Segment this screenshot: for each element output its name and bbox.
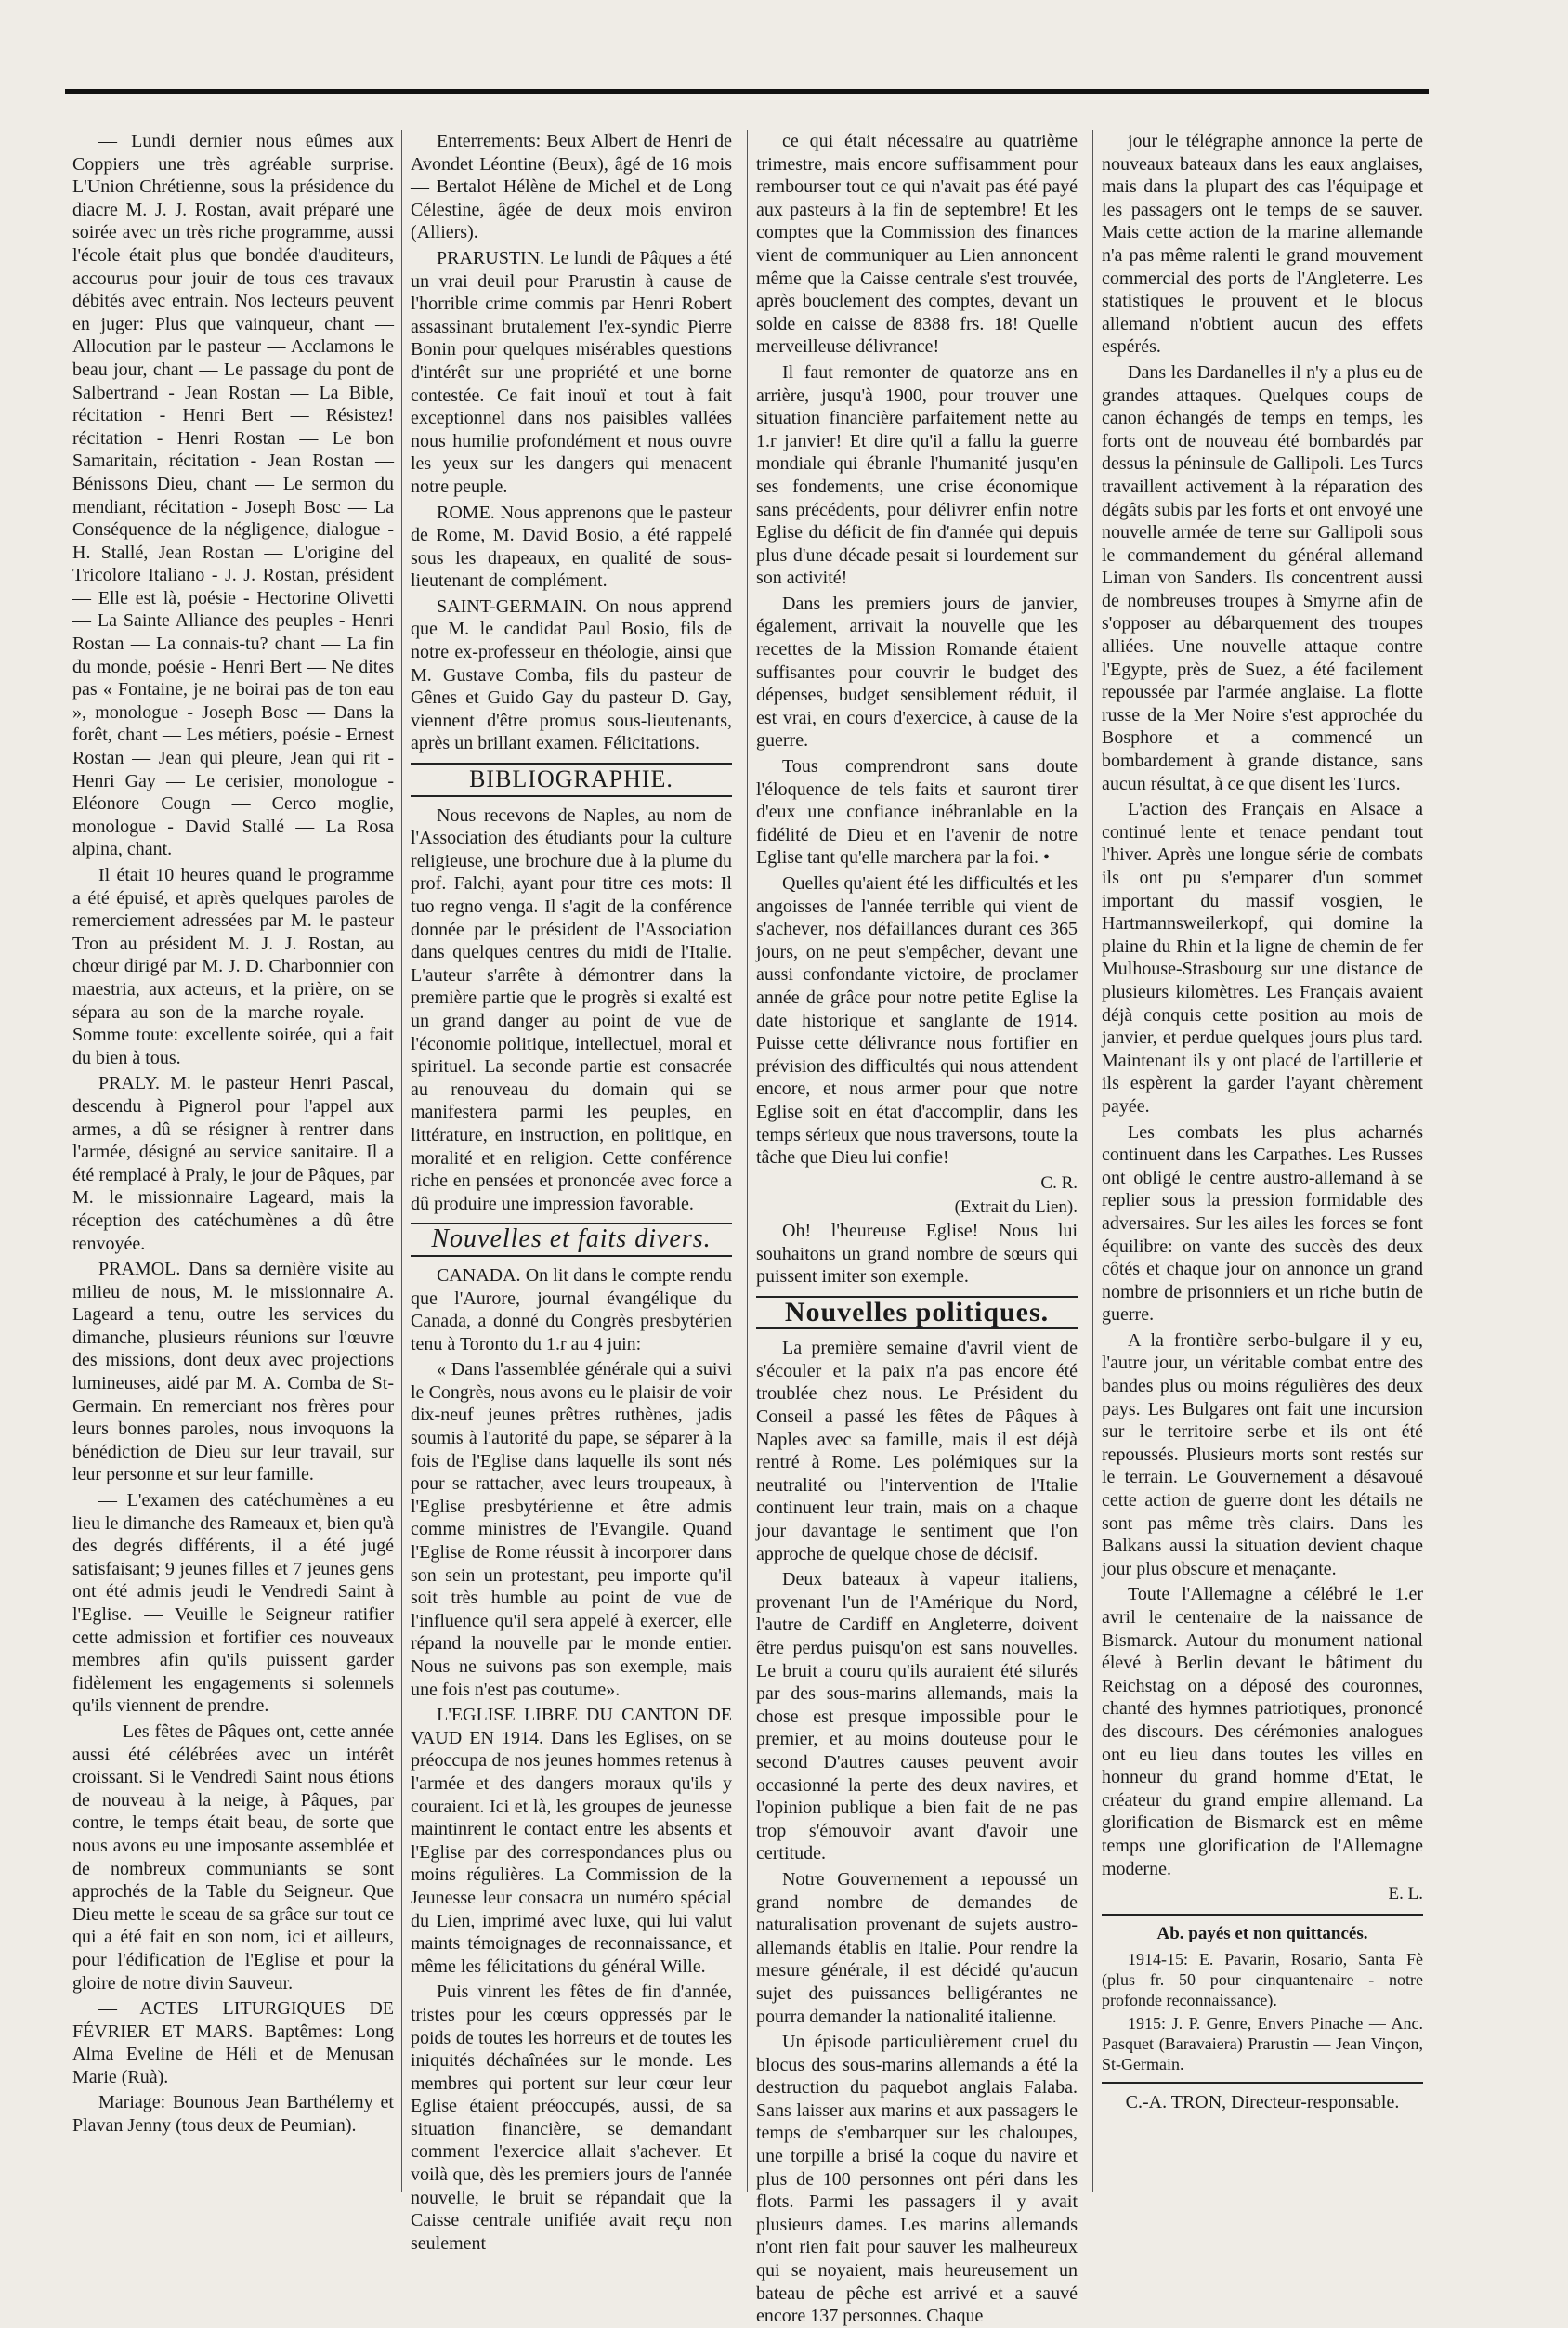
- source-note: (Extrait du Lien).: [954, 1197, 1078, 1218]
- subscriptions-heading: Ab. payés et non quittancés.: [1156, 1923, 1368, 1943]
- article-paragraph: Quelles qu'aient été les difficultés et les angoisses de l'année terrible qui vient de s'achever, nos défaillances durant ces 365 jours, on ne peut s'empêcher, devant une aussi confondante victoire, de proclamer année de grâce pour notre petite Eglise la date historique et sanglante de 1914. Puisse cette délivrance nous fortifier en prévision des difficultés qui nous attendent encore, et nous armer pour que notre Eglise soit en état d'accomplir, dans les temps sérieux que nous traversons, toute la tâche que Dieu lui confie!: [756, 873, 1078, 1169]
- article-paragraph: Tous comprendront sans doute l'éloquence de tels faits et sauront tirer d'eux une confiance inébranlable en la fidélité de Dieu et en l'avenir de notre Eglise tant qu'elle marchera par la foi. •: [756, 756, 1078, 869]
- signature: E. L.: [1388, 1884, 1423, 1904]
- article-paragraph: ROME. Nous apprenons que le pasteur de Rome, M. David Bosio, a été rappelé sous les drapeaux, en qualité de sous-lieutenant de complément.: [411, 502, 732, 592]
- section-heading-politiques: Nouvelles politiques.: [756, 1296, 1078, 1330]
- article-paragraph: CANADA. On lit dans le compte rendu que l'Aurore, journal évangélique du Canada, a donné du Congrès presbytérien tenu à Toronto du 1.r au 4 juin:: [411, 1264, 732, 1354]
- column-2: [411, 130, 732, 2254]
- article-paragraph: Mariage: Bounous Jean Barthélemy et Plavan Jenny (tous deux de Peumian).: [72, 2092, 394, 2137]
- article-paragraph: Il était 10 heures quand le programme a été épuisé, et après quelques paroles de remerciement adressées par M. le pasteur Tron au président M. J. J. Rostan, au chœur dirigé par M. J. D. Charbonnier con maestria, aux acteurs, et la prière, on se sépara au son de la marche royale. — Somme toute: excellente soirée, qui a fait du bien à tous.: [72, 865, 394, 1068]
- column-4: [1102, 130, 1423, 2211]
- subscriptions-list: [1102, 1949, 1423, 2074]
- article-paragraph: ce qui était nécessaire au quatrième trimestre, mais encore suffisamment pour rembourser tout ce qui n'avait pas été payé aux pasteurs à la fin de septembre! Et les comptes que la Commission des finances vient de communiquer au Lien annoncent même que la Caisse centrale s'est trouvée, après bouclement des comptes, devant un solde en caisse de 8388 frs. 18! Quelle merveilleuse délivrance!: [756, 131, 1078, 358]
- article-paragraph: Nous recevons de Naples, au nom de l'Association des étudiants pour la culture religieuse, une brochure due à la plume du prof. Falchi, ayant pour titre ces mots: Il tuo regno venga. Il s'agit de la conférence donnée par le président de l'Association dans quelques centres du midi de l'Italie. L'auteur s'arrête à démontrer dans la première partie que le progrès si exalté est un grand danger au point de vue de l'économie politique, intellectuel, moral et spirituel. La seconde partie est consacrée au renouveau du domain qui se manifestera parmi les peuples, en littérature, en instruction, en politique, en moralité et en religion. Cette conférence riche en pensées et prononcée avec force a dû produire une impression favorable.: [411, 804, 732, 1214]
- article-paragraph: — L'examen des catéchumènes a eu lieu le dimanche des Rameaux et, bien qu'à des degrés différents, il a été jugé satisfaisant; 9 jeunes filles et 7 jeunes gens ont été admis jeudi le Vendredi Saint à l'Eglise. — Veuille le Seigneur ratifier cette admission et fortifier ces nouveaux membres afin qu'ils puissent garder fidèlement les engagements si solennels qu'ils viennent de prendre.: [72, 1490, 394, 1717]
- article-paragraph: A la frontière serbo-bulgare il y eu, l'autre jour, un véritable combat entre des bandes plus ou moins régulières des deux pays. Les Bulgares ont fait une incursion sur le territoire serbe et ils ont été repoussés. Plusieurs morts sont restés sur le terrain. Le Gouvernement a désavoué cette action de guerre dont les détails ne sont pas même très clairs. Dans les Balkans aussi la situation devient chaque jour plus obscure et menaçante.: [1102, 1329, 1423, 1579]
- section-heading-bibliographie: BIBLIOGRAPHIE.: [411, 763, 732, 797]
- signature: C. R.: [1040, 1172, 1078, 1193]
- article-paragraph: PRALY. M. le pasteur Henri Pascal, descendu à Pignerol pour l'appel aux armes, a dû se résigner à rentrer dans l'armée, désigné au service sanitaire. Il a été remplacé à Praly, le jour de Pâques, par M. le missionnaire Lageard, mais la réception des catéchumènes a dû être renvoyée.: [72, 1073, 394, 1254]
- article-paragraph: jour le télégraphe annonce la perte de nouveaux bateaux dans les eaux anglaises, mais dans la plupart des cas l'équipage et les passagers ont le temps de se sauver. Mais cette action de la marine allemande n'a pas même ralenti le grand mouvement commercial des ports de l'Angleterre. Les statistiques le prouvent et le blocus allemand n'obtient aucun des effets espérés.: [1102, 131, 1423, 358]
- article-paragraph: Deux bateaux à vapeur italiens, provenant l'un de l'Amérique du Nord, l'autre de Cardiff en Angleterre, doivent être perdus puisqu'on est sans nouvelles. Le bruit a couru qu'ils auraient été silurés par des sous-marins allemands, mais la chose est presque impossible pour le premier, et au moins douteuse pour le second D'autres causes peuvent avoir occasionné la perte des deux navires, et l'opinion publique a bien fait de ne pas trop s'émouvoir avant d'avoir une certitude.: [756, 1569, 1078, 1864]
- article-paragraph: — ACTES LITURGIQUES DE FÉVRIER ET MARS. Baptêmes: Long Alma Eveline de Héli et de Menusan Marie (Ruà).: [72, 1998, 394, 2087]
- article-paragraph: Les combats les plus acharnés continuent dans les Carpathes. Les Russes ont obligé le centre austro-allemand à se replier sous la pression formidable des adversaires. Sur les ailes les forces se font équilibre: on vante des succès des deux côtés et chaque jour on annonce un grand nombre de prisonniers et un riche butin de guerre.: [1102, 1121, 1423, 1326]
- top-rule: [65, 89, 1429, 94]
- article-paragraph: SAINT-GERMAIN. On nous apprend que M. le candidat Paul Bosio, fils de notre ex-professeur en théologie, ainsi que M. Gustave Comba, fils du pasteur de Gênes et Guido Gay du pasteur D. Gay, viennent d'être promus sous-lieutenants, après un brillant examen. Félicitations.: [411, 595, 732, 754]
- article-paragraph: Il faut remonter de quatorze ans en arrière, jusqu'à 1900, pour trouver une situation financière parfaitement nette au 1.r janvier! Et dire qu'il a fallu la guerre mondiale qui ébranle l'humanité jusqu'en ses fondements, une crise économique sans précédents, pour délivrer enfin notre Eglise du déficit de fin d'année qui depuis plus d'une décade pesait si lourdement sur son activité!: [756, 361, 1078, 589]
- article-paragraph: « Dans l'assemblée générale qui a suivi le Congrès, nous avons eu le plaisir de voir dix-neuf jeunes prêtres ruthènes, jadis soumis à l'autorité du pape, se séparer à la fois de l'Eglise dans laquelle ils sont nés pour se rattacher, avec leurs troupeaux, à l'Eglise presbytérienne et être admis comme ministres de l'Evangile. Quand l'Eglise de Rome réussit à incorporer dans son sein un protestant, peu importe qu'il soit très humble au point de vue de l'influence qu'il sera appelé à exercer, elle répand la nouvelle par le monde entier. Nous ne suivons pas son exemple, mais une fois n'est pas coutume».: [411, 1359, 732, 1700]
- editor-credit: C.-A. TRON, Directeur-responsable.: [1125, 2092, 1400, 2113]
- section-heading-nouvelles: Nouvelles et faits divers.: [411, 1223, 732, 1257]
- article-paragraph: Notre Gouvernement a repoussé un grand nombre de demandes de naturalisation provenant de sujets austro-allemands établis en Italie. Pour rendre la mesure générale, il est décidé qu'aucun sujet des puissances belligérantes ne pourra demander la nationalité italienne.: [756, 1868, 1078, 2027]
- article-paragraph: L'action des Français en Alsace a continué lente et tenace pendant tout l'hiver. Après une longue série de combats ils ont pu s'emparer d'un sommet important du massif vosgien, le Hartmannsweilerkopf, qui domine la plaine du Rhin et la ligne de chemin de fer Mulhouse-Strasbourg sur une distance de plusieurs kilomètres. Les Français avaient déjà conquis cette position au mois de janvier, et perdue quelques jours plus tard. Maintenant ils y ont placé de l'artillerie et ils espèrent la garder l'ayant chèrement payée.: [1102, 799, 1423, 1117]
- article-paragraph: — Les fêtes de Pâques ont, cette année aussi été célébrées avec un intérêt croissant. Si le Vendredi Saint nous étions de nouveau à la neige, à Pâques, par contre, le temps était beau, de sorte que nous avons eu une imposante assemblée et de nombreux communiants se sont approchés de la Table du Seigneur. Que Dieu mette le sceau de sa grâce sur tout ce qui a été fait en son nom, ici et ailleurs, pour l'édification de l'Eglise et pour la gloire de notre divin Sauveur.: [72, 1720, 394, 1994]
- article-paragraph: Puis vinrent les fêtes de fin d'année, tristes pour les cœurs oppressés par le poids de toutes les horreurs et de toutes les iniquités déchaînées sur le monde. Les membres qui portent sur leur cœur leur Eglise étaient préoccupés, aussi, de sa situation financière, se demandant comment l'exercice allait s'achever. Et voilà que, dès les premiers jours de l'année nouvelle, le bruit se répandait que la Caisse centrale unifiée avait reçu non seulement: [411, 1981, 732, 2254]
- column-3: [756, 130, 1078, 2327]
- article-paragraph: Oh! l'heureuse Eglise! Nous lui souhaitons un grand nombre de sœurs qui puissent imiter son exemple.: [756, 1220, 1078, 1288]
- subscription-entry: 1914-15: E. Pavarin, Rosario, Santa Fè (plus fr. 50 pour cinquantenaire - notre profonde reconnaissance).: [1102, 1950, 1423, 2010]
- divider: [1102, 1914, 1423, 1916]
- article-paragraph: — Lundi dernier nous eûmes aux Coppiers une très agréable surprise. L'Union Chrétienne, sous la présidence du diacre M. J. J. Rostan, avait préparé une soirée avec un très riche programme, aussi l'école était plus que bondée d'auditeurs, accourus pour jouir de tous ces travaux débités avec entrain. Nos lecteurs peuvent en juger: Plus que vainqueur, chant — Allocution par le pasteur — Acclamons le beau jour, chant — Le passage du pont de Salbertrand - Jean Rostan — La Bible, récitation - Henri Bert — Résistez! récitation - Henri Rostan — Le bon Samaritain, récitation - Jean Rostan — Bénissons Dieu, chant — Le sermon du mendiant, récitation - Joseph Bosc — La Conséquence de la négligence, dialogue - H. Stallé, Jean Rostan — L'origine del Tricolore Italiano - J. J. Rostan, président — Elle est là, poésie - Hectorine Olivetti — La Sainte Alliance des peuples - Henri Rostan — La connais-tu? chant — La fin du monde, poésie - Henri Bert — Ne dites pas « Fontaine, je ne boirai pas de ton eau », monologue - Joseph Bosc — Dans la forêt, chant — Les métiers, poésie - Ernest Rostan — Jean qui pleure, Jean qui rit - Henri Gay — Le cerisier, monologue - Eléonore Cougn — Cerco moglie, monologue - David Stallé — La Rosa alpina, chant.: [72, 131, 394, 860]
- article-paragraph: Un épisode particulièrement cruel du blocus des sous-marins allemands a été la destruction du paquebot anglais Falaba. Sans laisser aux marins et aux passagers le temps de s'embarquer sur les chaloupes, une torpille a brisé la coque du navire et plus de 100 personnes ont péri dans les flots. Parmi les passagers il y avait plusieurs dames. Les marins allemands n'ont rien fait pour sauver les malheureux qui se noyaient, mais heureusement un bateau de pêche est arrivé et a sauvé encore 137 personnes. Chaque: [756, 2032, 1078, 2327]
- article-paragraph: L'EGLISE LIBRE DU CANTON DE VAUD EN 1914. Dans les Eglises, on se préoccupa de nos jeunes hommes retenus à l'armée et des dangers moraux qu'ils y couraient. Ici et là, les groupes de jeunesse maintinrent le contact entre les absents et l'Eglise par des correspondances plus ou moins régulières. La Commission de la Jeunesse leur consacra un numéro spécial du Lien, imprimé avec luxe, qui lui valut maints témoignages de reconnaissance, et même les félicitations du général Wille.: [411, 1705, 732, 1977]
- article-paragraph: Toute l'Allemagne a célébré le 1.er avril le centenaire de la naissance de Bismarck. Autour du monument national élevé à Berlin devant le bâtiment du Reichstag on a déposé des couronnes, chanté des hymnes patriotiques, prononcé des discours. Des cérémonies analogues ont eu lieu dans toutes les villes en honneur du grand homme d'Etat, le créateur du grand empire allemand. La glorification de Bismarck est en même temps une glorification de l'Allemagne moderne.: [1102, 1584, 1423, 1879]
- article-paragraph: Dans les Dardanelles il n'y a plus eu de grandes attaques. Quelques coups de canon échangés de temps en temps, les forts ont de nouveau été bombardés par dessus la péninsule de Gallipoli. Les Turcs travaillent activement à la réparation des dégâts subis par les forts et ont envoyé une nouvelle armée de terre sur Gallipoli sous le commandement du général allemand Liman von Sanders. Ils concentrent aussi de nombreuses troupes à Smyrne afin de s'opposer au débarquement des troupes alliées. Une nouvelle attaque contre l'Egypte, près de Suez, a été facilement repoussée par l'armée anglaise. La flotte russe de la Mer Noire s'est approchée du Bosphore et a commencé un bombardement à grande distance, sans aucun résultat, à ce que disent les Turcs.: [1102, 361, 1423, 794]
- article-paragraph: Dans les premiers jours de janvier, également, arrivait la nouvelle que les recettes de la Mission Romande étaient suffisantes pour couvrir le budget des dépenses, budget sensiblement réduit, il est vrai, en cours d'exercice, à cause de la guerre.: [756, 593, 1078, 752]
- column-divider: [747, 130, 748, 2192]
- article-paragraph: Enterrements: Beux Albert de Henri de Avondet Léontine (Beux), âgé de 16 mois — Bertalot Hélène de Michel et de Long Célestine, âgée de deux mois environ (Alliers).: [411, 131, 732, 243]
- newspaper-page: [65, 89, 1429, 2327]
- column-divider: [401, 130, 402, 2192]
- column-1: [72, 130, 394, 2211]
- article-paragraph: PRARUSTIN. Le lundi de Pâques a été un vrai deuil pour Prarustin à cause de l'horrible crime commis par Henri Robert assassinant brutalement l'ex-syndic Pierre Bonin pour quelques misérables questions d'intérêt sur une propriété et une borne contestée. Ce fait inouï et tout à fait exceptionnel dans nos paisibles vallées nous humilie profondément et nous ouvre les yeux sur les dangers qui menacent notre peuple.: [411, 247, 732, 497]
- subscription-entry: 1915: J. P. Genre, Envers Pinache — Anc. Pasquet (Baravaiera) Prarustin — Jean Vinçon, St-Germain.: [1102, 2014, 1423, 2074]
- article-paragraph: PRAMOL. Dans sa dernière visite au milieu de nous, M. le missionnaire A. Lageard a tenu, outre les services du dimanche, plusieurs réunions sur l'œuvre des missions, dont deux avec projections lumineuses, aidé par M. A. Comba de St-Germain. En remerciant nos frères pour leurs bonnes paroles, nous invoquons la bénédiction de Dieu sur leur travail, sur leur personne et sur leur famille.: [72, 1259, 394, 1485]
- article-paragraph: La première semaine d'avril vient de s'écouler et la paix n'a pas encore été troublée chez nous. Le Président du Conseil a passé les fêtes de Pâques à Naples avec sa famille, mais il est déjà rentré à Rome. Les polémiques sur la neutralité ou l'intervention de l'Italie continuent leur train, mais on a chaque jour davantage le sentiment que l'on approche de quelque chose de décisif.: [756, 1338, 1078, 1564]
- divider: [1102, 2082, 1423, 2084]
- column-divider: [1092, 130, 1093, 2192]
